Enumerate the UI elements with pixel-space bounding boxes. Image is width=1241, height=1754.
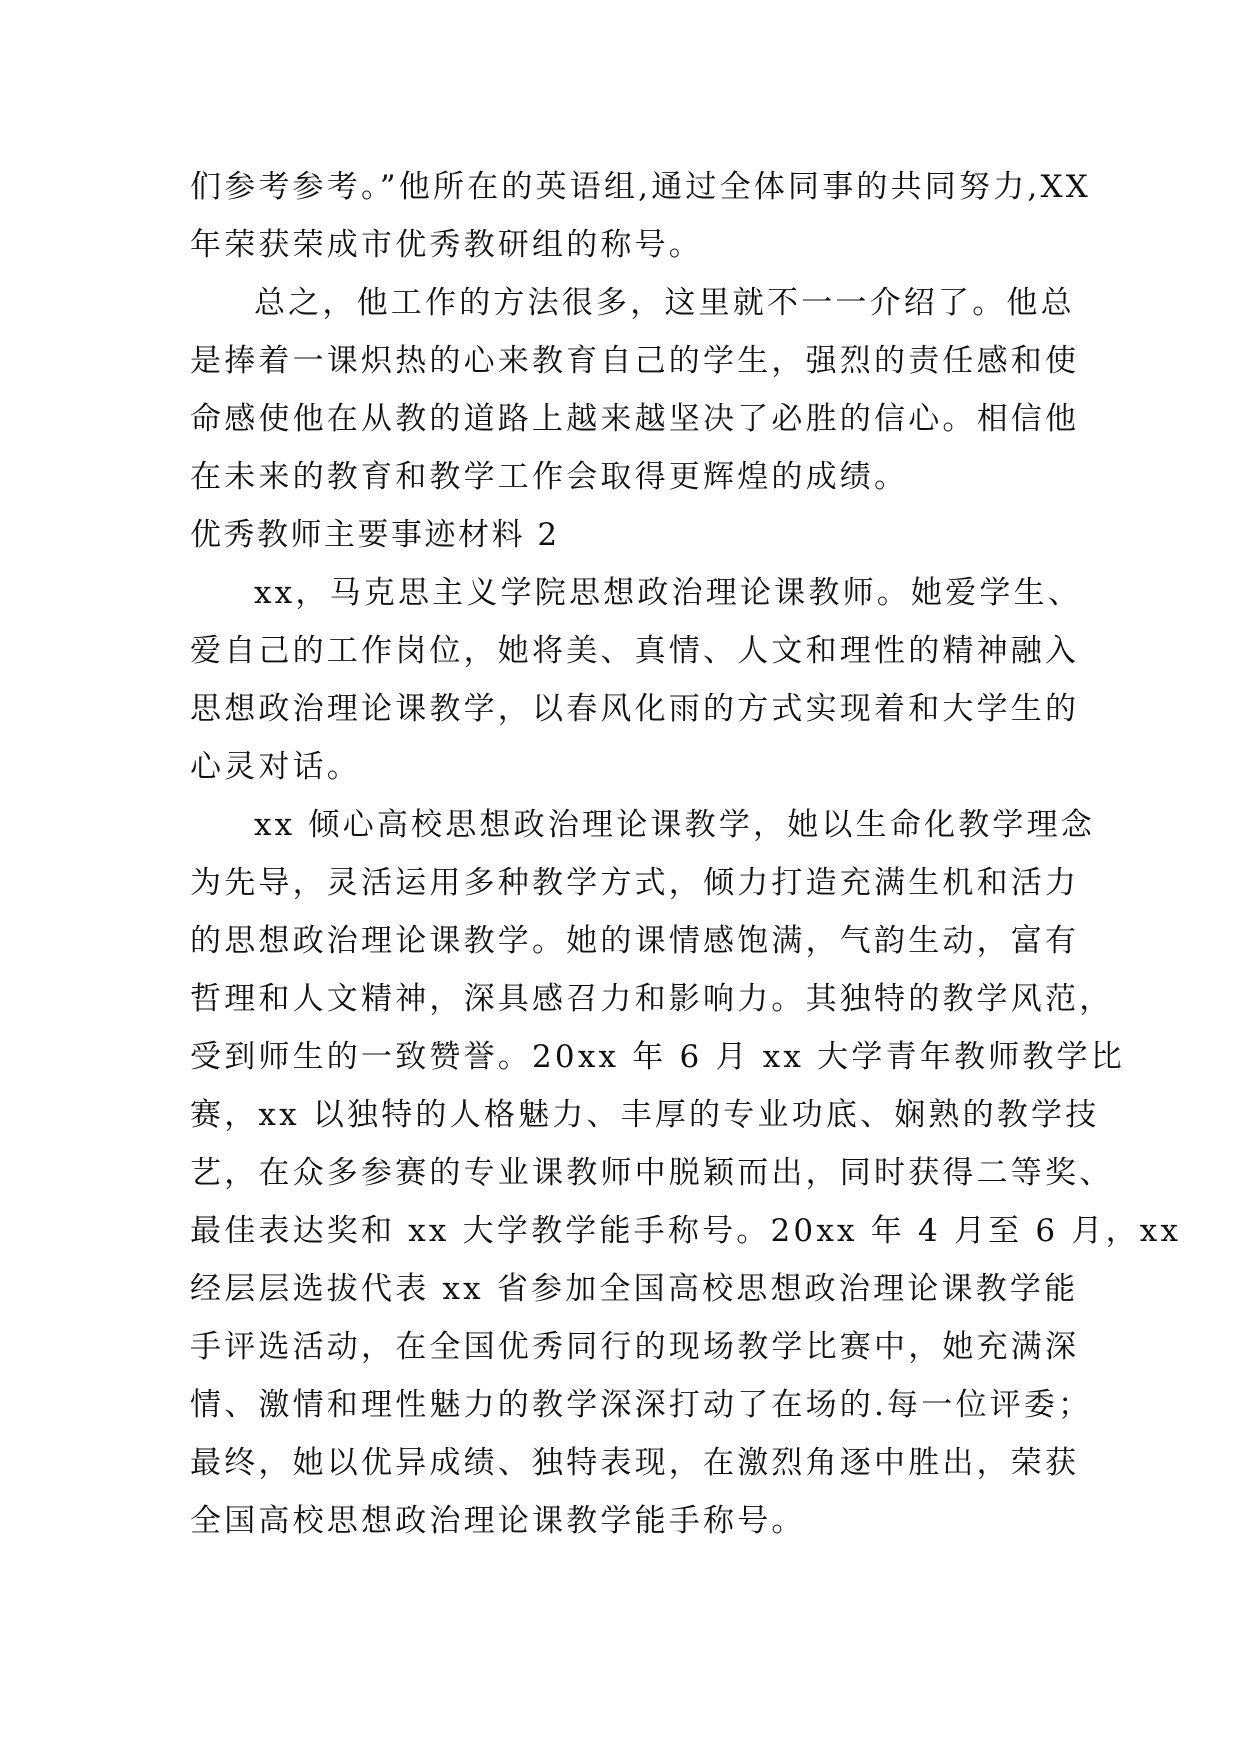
paragraph-intro <box>190 564 1082 796</box>
text-line: 经层层选拔代表 xx 省参加全国高校思想政治理论课教学能 <box>190 1271 1079 1307</box>
text-line: 心灵对话。 <box>190 749 361 785</box>
text-line: 全国高校思想政治理论课教学能手称号。 <box>190 1503 806 1539</box>
paragraph-continued <box>190 158 1091 274</box>
text-line: 最终，她以优异成绩、独特表现，在激烈角逐中胜出，荣获 <box>190 1445 1080 1481</box>
text-line: 命感使他在从教的道路上越来越坚决了必胜的信心。相信他 <box>190 401 1080 437</box>
document-body <box>190 158 1182 1550</box>
text-line: 年荣获荣成市优秀教研组的称号。 <box>190 227 703 263</box>
text-line: 们参考参考。”他所在的英语组,通过全体同事的共同努力,XX <box>190 169 1091 205</box>
text-line: 是捧着一课炽热的心来教育自己的学生，强烈的责任感和使 <box>190 343 1080 379</box>
section-heading: 优秀教师主要事迹材料 2 <box>190 517 560 553</box>
text-line: 艺，在众多参赛的专业课教师中脱颖而出，同时获得二等奖、 <box>190 1155 1114 1191</box>
text-line: 最佳表达奖和 xx 大学教学能手称号。20xx 年 4 月至 6 月，xx <box>190 1213 1182 1249</box>
text-line: 赛，xx 以独特的人格魅力、丰厚的专业功底、娴熟的教学技 <box>190 1097 1100 1133</box>
text-line: 受到师生的一致赞誉。20xx 年 6 月 xx 大学青年教师教学比 <box>190 1039 1125 1075</box>
text-line: 总之，他工作的方法很多，这里就不一一介绍了。他总 <box>254 285 1075 321</box>
text-line: 哲理和人文精神，深具感召力和影响力。其独特的教学风范， <box>190 981 1114 1017</box>
text-line: 手评选活动，在全国优秀同行的现场教学比赛中，她充满深 <box>190 1329 1080 1365</box>
text-line: 思想政治理论课教学，以春风化雨的方式实现着和大学生的 <box>190 691 1080 727</box>
text-line: 在未来的教育和教学工作会取得更辉煌的成绩。 <box>190 459 909 495</box>
text-line: 情、激情和理性魅力的教学深深打动了在场的.每一位评委； <box>190 1387 1093 1423</box>
paragraph-achievements <box>190 796 1182 1550</box>
text-line: 爱自己的工作岗位，她将美、真情、人文和理性的精神融入 <box>190 633 1080 669</box>
text-line: xx，马克思主义学院思想政治理论课教师。她爱学生、 <box>254 575 1082 611</box>
text-line: 的思想政治理论课教学。她的课情感饱满，气韵生动，富有 <box>190 923 1080 959</box>
text-line: xx 倾心高校思想政治理论课教学，她以生命化教学理念 <box>254 807 1096 843</box>
paragraph-summary <box>190 274 1080 506</box>
text-line: 为先导，灵活运用多种教学方式，倾力打造充满生机和活力 <box>190 865 1080 901</box>
